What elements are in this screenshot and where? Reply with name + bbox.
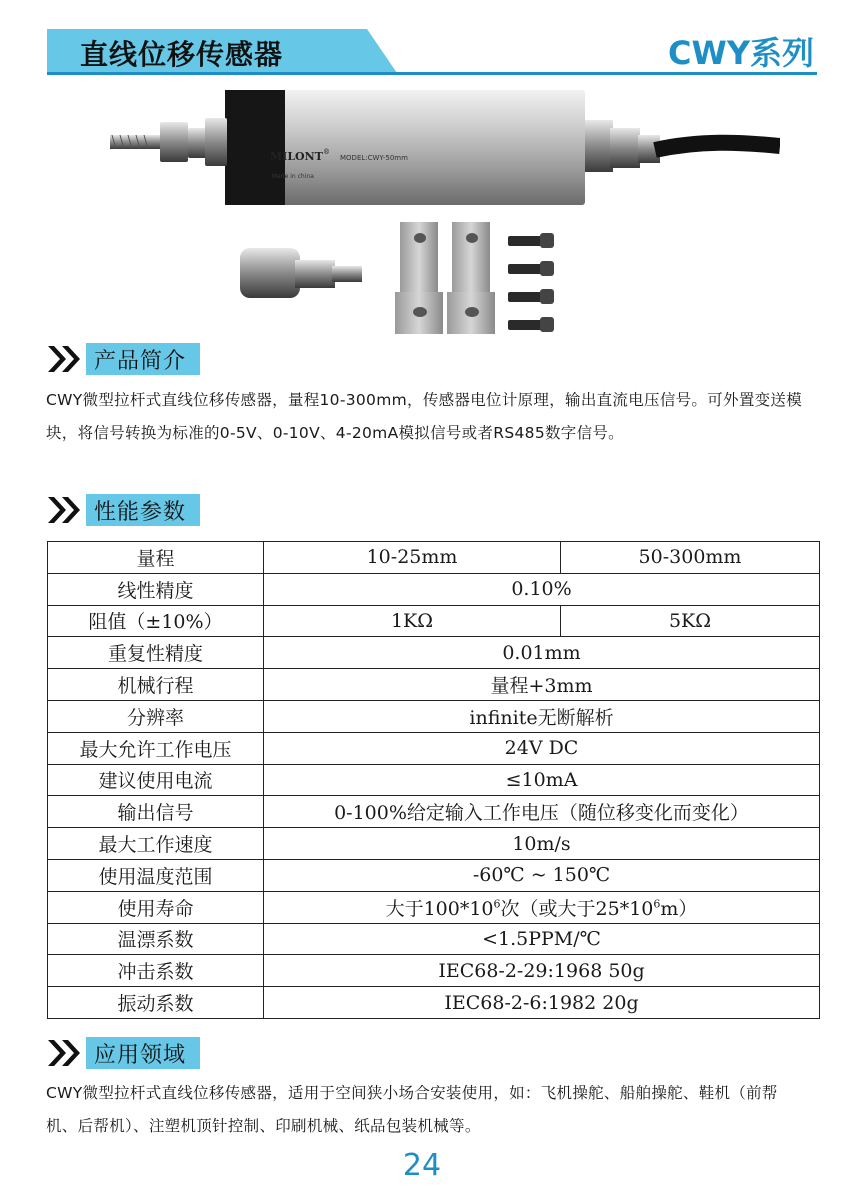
- spec-label: 量程: [48, 542, 264, 574]
- spec-value: 0-100%给定输入工作电压（随位移变化而变化）: [264, 796, 820, 828]
- spec-label: 最大允许工作电压: [48, 732, 264, 764]
- spec-label: 输出信号: [48, 796, 264, 828]
- double-chevron-icon: [46, 494, 86, 526]
- spec-label: 使用寿命: [48, 891, 264, 923]
- applications-paragraph: CWY微型拉杆式直线位移传感器，适用于空间狭小场合安装使用，如：飞机操舵、船舶操舵、鞋机（前帮机、后帮机）、注塑机顶针控制、印刷机械、纸品包装机械等。: [46, 1084, 778, 1135]
- header-rule: [47, 72, 817, 75]
- table-row: [48, 542, 820, 574]
- spec-value: 5KΩ: [561, 605, 820, 637]
- lifespan-mid: 次（或大于25*10: [500, 897, 654, 920]
- table-row: [48, 764, 820, 796]
- spec-value: 量程+3mm: [264, 669, 820, 701]
- spec-label: 重复性精度: [48, 637, 264, 669]
- mounting-bracket-left: [395, 222, 443, 334]
- series-title: CWY系列: [668, 34, 814, 72]
- spec-value: <1.5PPM/℃: [264, 923, 820, 955]
- table-row: [48, 796, 820, 828]
- spec-value: 1KΩ: [264, 605, 561, 637]
- table-row: [48, 700, 820, 732]
- section-title-intro: 产品简介: [86, 343, 200, 375]
- sensor-illustration: [100, 80, 780, 340]
- spec-value: 50-300mm: [561, 542, 820, 574]
- spec-label: 最大工作速度: [48, 828, 264, 860]
- madein-text: Made in china: [272, 173, 314, 180]
- lifespan-exp1: 6: [493, 897, 501, 911]
- table-row: [48, 828, 820, 860]
- spec-value: 10-25mm: [264, 542, 561, 574]
- spec-value: IEC68-2-29:1968 50g: [264, 955, 820, 987]
- table-row: [48, 923, 820, 955]
- brand-text: MILONT: [270, 150, 323, 163]
- section-header-specs: [46, 494, 200, 526]
- page-title: 直线位移传感器: [80, 38, 284, 71]
- spec-value: 0.01mm: [264, 637, 820, 669]
- section-header-intro: [46, 343, 200, 375]
- table-row: [48, 573, 820, 605]
- spec-label: 线性精度: [48, 573, 264, 605]
- spec-value: infinite无断解析: [264, 700, 820, 732]
- lifespan-exp2: 6: [653, 897, 661, 911]
- spec-label: 使用温度范围: [48, 859, 264, 891]
- lifespan-post: m）: [660, 897, 698, 920]
- table-row: [48, 987, 820, 1019]
- lifespan-pre: 大于100*10: [385, 897, 494, 920]
- table-row: [48, 859, 820, 891]
- table-row: [48, 732, 820, 764]
- table-row: [48, 669, 820, 701]
- double-chevron-icon: [46, 343, 86, 375]
- spec-label: 机械行程: [48, 669, 264, 701]
- brand-registered: ®: [323, 148, 330, 156]
- spec-table: [47, 541, 820, 1019]
- spec-label: 阻值（±10%）: [48, 605, 264, 637]
- double-chevron-icon: [46, 1037, 86, 1069]
- spec-value: -60℃ ~ 150℃: [264, 859, 820, 891]
- spec-label: 建议使用电流: [48, 764, 264, 796]
- page-number: 24: [402, 1148, 442, 1183]
- product-image: [100, 80, 780, 340]
- table-row: [48, 605, 820, 637]
- spec-value: 24V DC: [264, 732, 820, 764]
- section-header-applications: [46, 1037, 200, 1069]
- spec-value: 10m/s: [264, 828, 820, 860]
- section-title-specs: 性能参数: [86, 494, 200, 526]
- spec-label: 冲击系数: [48, 955, 264, 987]
- section-title-applications: 应用领域: [86, 1037, 200, 1069]
- spec-value: 0.10%: [264, 573, 820, 605]
- model-text: MODEL:CWY-50mm: [340, 154, 408, 162]
- spec-value: IEC68-2-6:1982 20g: [264, 987, 820, 1019]
- mounting-bracket-right: [447, 222, 495, 334]
- spec-value: [264, 891, 820, 923]
- spec-label: 振动系数: [48, 987, 264, 1019]
- spec-value: ≤10mA: [264, 764, 820, 796]
- table-row: [48, 637, 820, 669]
- table-row: [48, 955, 820, 987]
- spec-label: 温漂系数: [48, 923, 264, 955]
- table-row: [48, 891, 820, 923]
- screws: [508, 233, 554, 332]
- spec-label: 分辨率: [48, 700, 264, 732]
- intro-paragraph: CWY微型拉杆式直线位移传感器，量程10-300mm，传感器电位计原理，输出直流电压信号。可外置变送模块，将信号转换为标准的0-5V、0-10V、4-20mA模拟信号或者RS485数字信号。: [46, 391, 803, 442]
